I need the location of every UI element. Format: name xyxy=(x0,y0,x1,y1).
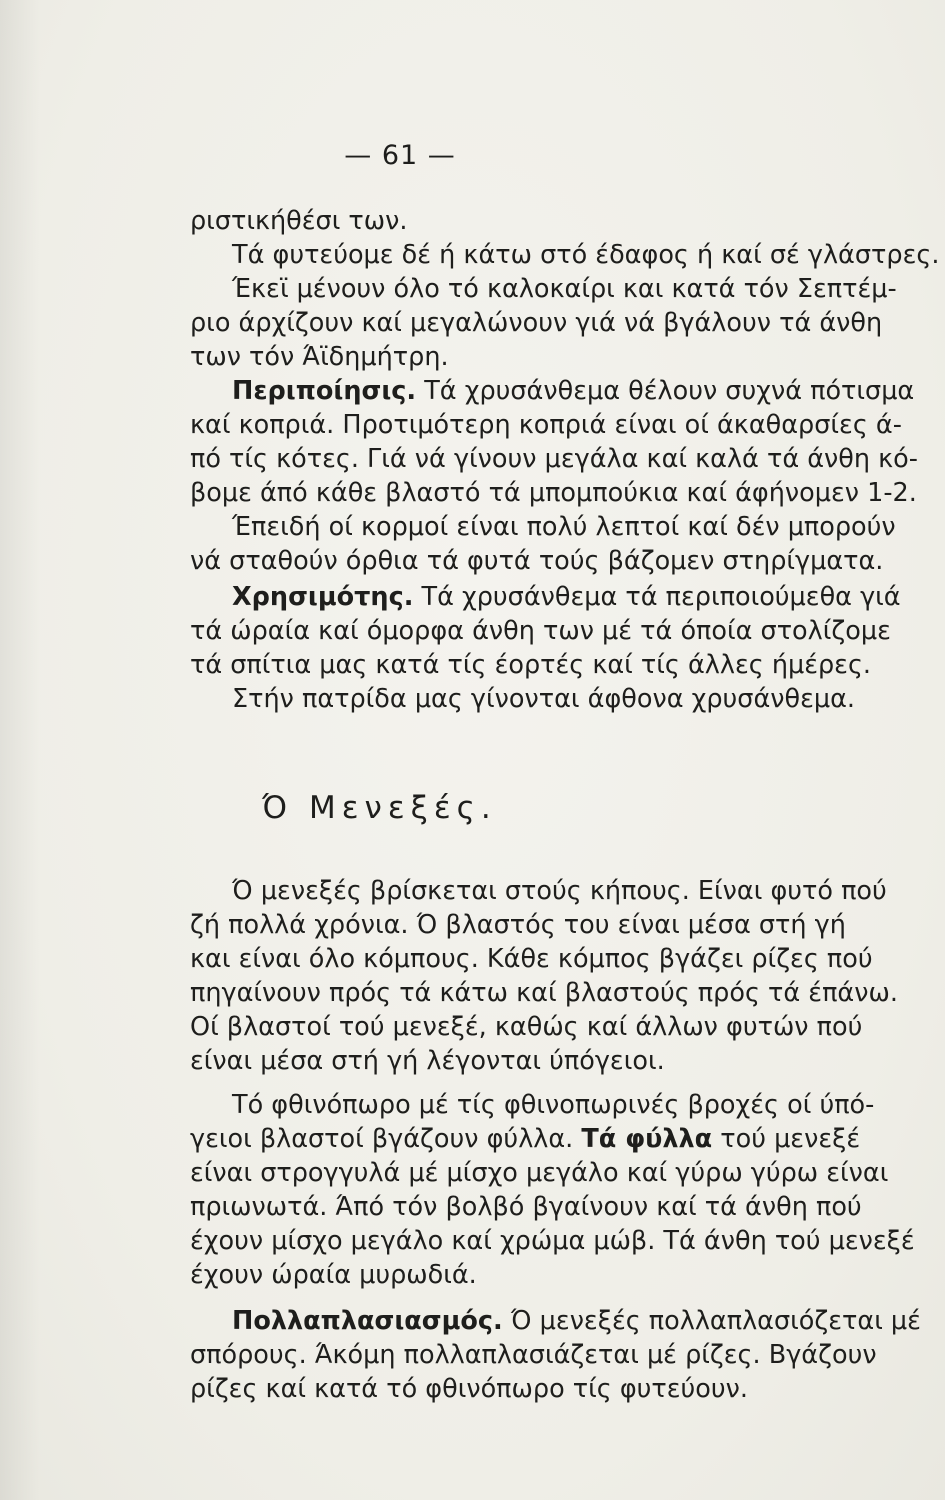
text-span: Τά χρυσάνθεμα τά περιποιούμεθα γιά xyxy=(421,582,901,612)
text-line: ζή πολλά χρόνια. Ό βλαστός του είναι μέσα στή γή xyxy=(190,910,846,940)
text-line xyxy=(232,374,914,408)
text-line: Έπειδή οί κορμοί είναι πολύ λεπτοί καί δέν μπορούν xyxy=(232,512,896,542)
text-line: ρίζες καί κατά τό φθινόπωρο τίς φυτεύουν. xyxy=(190,1374,748,1404)
text-line: των τόν Άϊδημήτρη. xyxy=(190,342,449,372)
section-heading-violet: Ό Μενεξές. xyxy=(262,790,497,826)
text-line: καί κοπριά. Προτιμότερη κοπριά είναι οί άκαθαρσίες ά- xyxy=(190,410,902,440)
text-span: Ό μενεξές πολλαπλασιόζεται μέ xyxy=(510,1306,921,1336)
text-line: και είναι όλο κόμπους. Κάθε κόμπος βγάζει ρίζες πού xyxy=(190,944,873,974)
text-span: γειοι βλαστοί βγάζουν φύλλα. xyxy=(190,1124,574,1154)
subheading-leaves: Τά φύλλα xyxy=(581,1124,713,1154)
page-fold-shadow xyxy=(0,0,40,1500)
text-line: Ό μενεξές βρίσκεται στούς κήπους. Είναι φυτό πού xyxy=(232,876,887,906)
text-line: ριο άρχίζουν καί μεγαλώνουν γιά νά βγάλουν τά άνθη xyxy=(190,308,883,338)
text-span: τού μενεξέ xyxy=(720,1124,861,1154)
page-number: — 61 — xyxy=(344,140,456,171)
text-line: Τό φθινόπωρο μέ τίς φθινοπωρινές βροχές οί ύπό- xyxy=(232,1090,875,1120)
text-line: έχουν ώραία μυρωδιά. xyxy=(190,1260,477,1290)
text-line: έχουν μίσχο μεγάλο καί χρώμα μώβ. Τά άνθη τού μενεξέ xyxy=(190,1226,915,1256)
text-line: Έκεϊ μένουν όλο τό καλοκαίρι και κατά τόν Σεπτέμ- xyxy=(232,274,897,304)
text-line: Οί βλαστοί τού μενεξέ, καθώς καί άλλων φυτών πού xyxy=(190,1012,863,1042)
subheading-propagation: Πολλαπλασιασμός. xyxy=(232,1306,503,1336)
text-line: πό τίς κότες. Γιά νά γίνουν μεγάλα καί καλά τά άνθη κό- xyxy=(190,444,918,474)
text-line: Στήν πατρίδα μας γίνονται άφθονα χρυσάνθεμα. xyxy=(232,684,856,714)
text-line: Τά φυτεύομε δέ ή κάτω στό έδαφος ή καί σέ γλάστρες. xyxy=(232,240,940,270)
text-line: είναι μέσα στή γή λέγονται ύπόγειοι. xyxy=(190,1046,665,1076)
text-line: πριωνωτά. Άπό τόν βολβό βγαίνουν καί τά άνθη πού xyxy=(190,1192,862,1222)
text-line: είναι στρογγυλά μέ μίσχο μεγάλο καί γύρω γύρω είναι xyxy=(190,1158,889,1188)
text-line: τά σπίτια μας κατά τίς έορτές καί τίς άλλες ήμέρες. xyxy=(190,650,872,680)
text-span: Τά χρυσάνθεμα θέλουν συχνά πότισμα xyxy=(424,376,915,406)
text-line: βομε άπό κάθε βλαστό τά μπομπούκια καί άφήνομεν 1-2. xyxy=(190,478,917,508)
text-line: πηγαίνουν πρός τά κάτω καί βλαστούς πρός τά έπάνω. xyxy=(190,978,898,1008)
text-line xyxy=(232,580,901,614)
text-line: σπόρους. Άκόμη πολλαπλασιάζεται μέ ρίζες. Βγάζουν xyxy=(190,1340,877,1370)
text-line: τά ώραία καί όμορφα άνθη των μέ τά όποία στολίζομε xyxy=(190,616,891,646)
text-line xyxy=(232,1304,921,1338)
text-line: ριστικήθέσι των. xyxy=(190,206,408,236)
subheading-care: Περιποίησις. xyxy=(232,376,417,406)
subheading-usefulness: Χρησιμότης. xyxy=(232,582,414,612)
text-line xyxy=(190,1122,860,1156)
text-line: νά σταθούν όρθια τά φυτά τούς βάζομεν στηρίγματα. xyxy=(190,546,884,576)
